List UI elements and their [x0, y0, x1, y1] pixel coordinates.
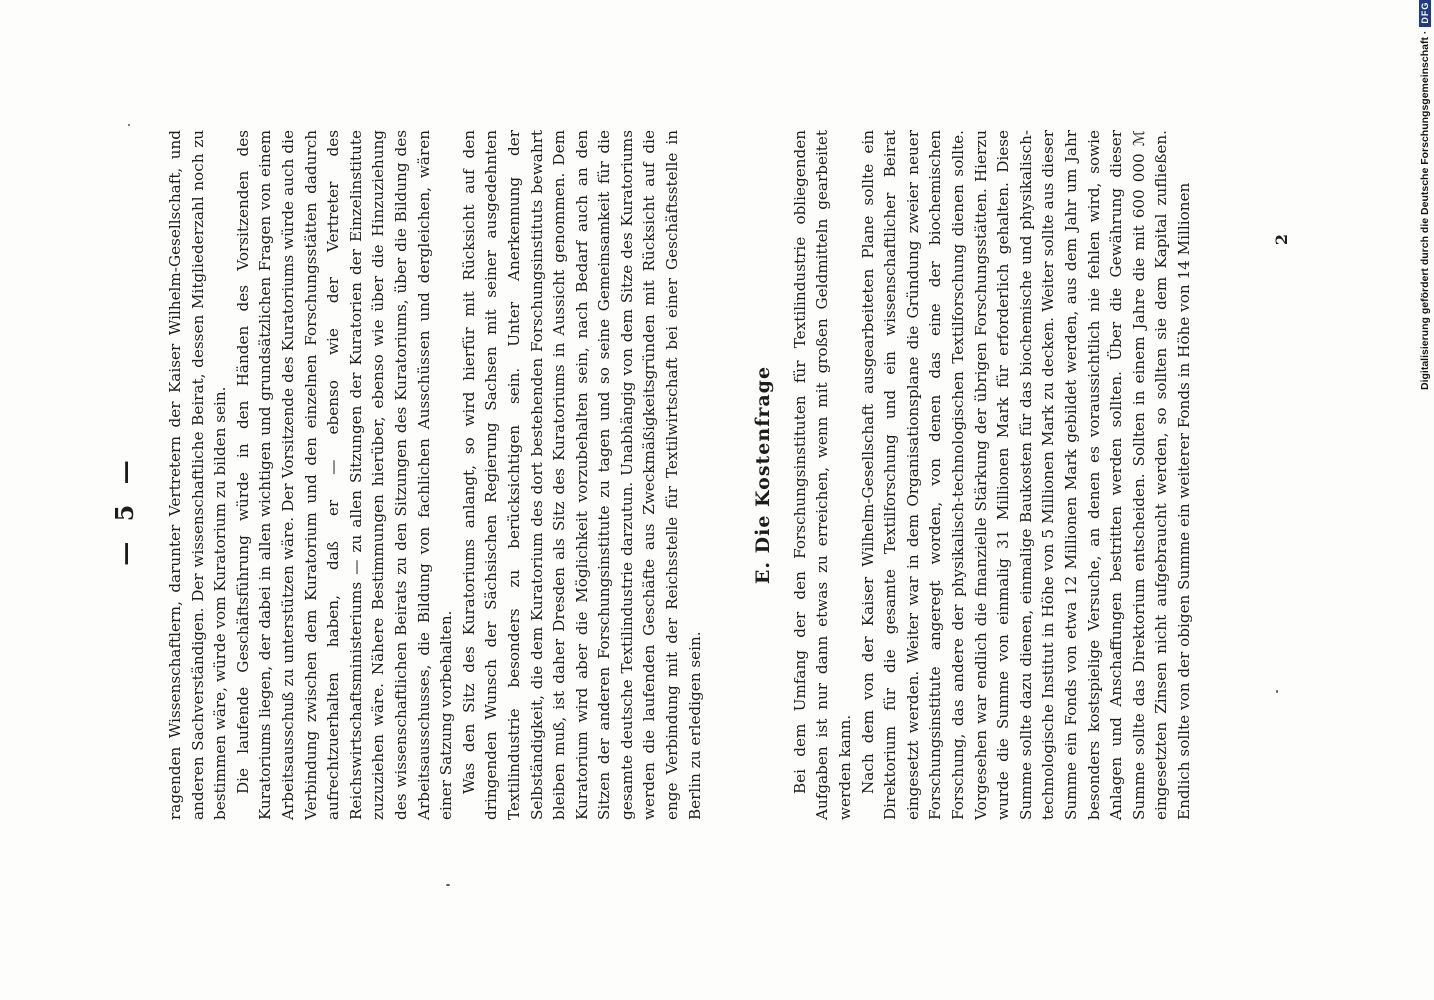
- section-paragraph-2: Nach dem von der Kaiser Wilhelm-Gesellschaft ausgearbeiteten Plane sollte ein Direktorium für die gesamte Textilforschung und ein wissenschaftlicher Beirat eingesetzt werden. Weiter war in dem Organisationsplane die Gründung zweier neuer Forschungsinstitute angeregt worden, von denen das eine der biochemischen Forschung, das andere der physikalisch-technologischen Textilforschung dienen sollte. Vorgesehen war endlich die finanzielle Stärkung der übrigen Forschungsstätten. Hierzu wurde die Summe von einmalig 31 Millionen Mark für erforderlich gehalten. Diese Summe sollte dazu dienen, einmalige Baukosten für das biochemische und physikalisch-technologische Institut in Höhe von 5 Millionen Mark zu decken. Weiter sollte aus dieser Summe ein Fonds von etwa 12 Millionen Mark gebildet werden, aus dem Jahr um Jahr besonders kostspielige Versuche, an denen es voraussichtlich nie fehlen wird, sowie Anlagen und Anschaffungen bestritten werden sollten. Über die Gewährung dieser Summe sollte das Direktorium entscheiden. Sollten in einem Jahre die mit 600 000 ℳ eingesetzten Zinsen nicht aufgebraucht werden, so sollten sie dem Kapital zufließen. Endlich sollte von der obigen Summe ein weiterer Fonds in Höhe von 14 Millionen: [858, 130, 1193, 820]
- section-paragraph-1: Bei dem Umfang der den Forschungsinstituten für Textilindustrie obliegenden Aufgaben ist nur dann etwas zu erreichen, wenn mit großen Geldmitteln gearbeitet werden kann.: [790, 130, 855, 820]
- page-number: — 5 —: [110, 454, 139, 566]
- credit-text: Digitalisierung gefördert durch die Deutsche Forschungsgemeinschaft ·: [1419, 30, 1431, 390]
- digitization-credit: [1419, 1, 1434, 390]
- paragraph-2: Die laufende Geschäftsführung würde in den Händen des Vorsitzenden des Kuratoriums liegen, der dabei in allen wichtigen und grundsätzlichen Fragen von einem Arbeitsausschuß zu unterstützen wäre. Der Vorsitzende des Kuratoriums würde auch die Verbindung zwischen dem Kuratorium und den einzelnen Forschungsstätten dadurch aufrechtzuerhalten haben, daß er — ebenso wie der Vertreter des Reichswirtschaftsministeriums — zu allen Sitzungen der Kuratorien der Einzelinstitute zuzuziehen wäre. Nähere Bestimmungen hierüber, ebenso wie über die Hinzuziehung des wissenschaftlichen Beirats zu den Sitzungen des Kuratoriums, über die Bildung des Arbeitsausschusses, die Bildung von fachlichen Ausschüssen und dergleichen, wären einer Satzung vorbehalten.: [233, 130, 456, 820]
- paragraph-3: Was den Sitz des Kuratoriums anlangt, so wird hierfür mit Rücksicht auf den dringenden Wunsch der Sächsischen Regierung Sachsen mit seiner ausgedehnten Textilindustrie besonders zu berücksichtigen sein. Unter Anerkennung der Selbständigkeit, die dem Kuratorium des dort bestehenden Forschungsinstituts bewahrt bleiben muß, ist daher Dresden als Sitz des Kuratoriums in Aussicht genommen. Dem Kuratorium wird aber die Möglichkeit vorzubehalten sein, nach Bedarf auch an den Sitzen der anderen Forschungsinstitute zu tagen und so seine Gemeinsamkeit für die gesamte deutsche Textilindustrie darzutun. Unabhängig von dem Sitze des Kuratoriums werden die laufenden Geschäfte aus Zweckmäßigkeitsgründen mit Rücksicht auf die enge Verbindung mit der Reichsstelle für Textilwirtschaft bei einer Geschäftsstelle in Berlin zu erledigen sein.: [459, 130, 704, 820]
- paragraph-1: ragenden Wissenschaftlern, darunter Vertretern der Kaiser Wilhelm-Gesellschaft, und anderen Sachverständigen. Der wissenschaftliche Beirat, dessen Mitgliederzahl noch zu bestimmen wäre, würde vom Kuratorium zu bilden sein.: [166, 130, 230, 820]
- sheet-signature-mark: 2: [1272, 233, 1292, 246]
- rotated-document-page: [110, 130, 1300, 870]
- dfg-logo-icon: DFG: [1419, 0, 1431, 27]
- scan-speck: [1276, 690, 1278, 693]
- scan-speck: [128, 124, 130, 126]
- section-heading: E. Die Kostenfrage: [752, 365, 775, 585]
- body-text: [164, 130, 1196, 820]
- scan-speck: [446, 884, 450, 886]
